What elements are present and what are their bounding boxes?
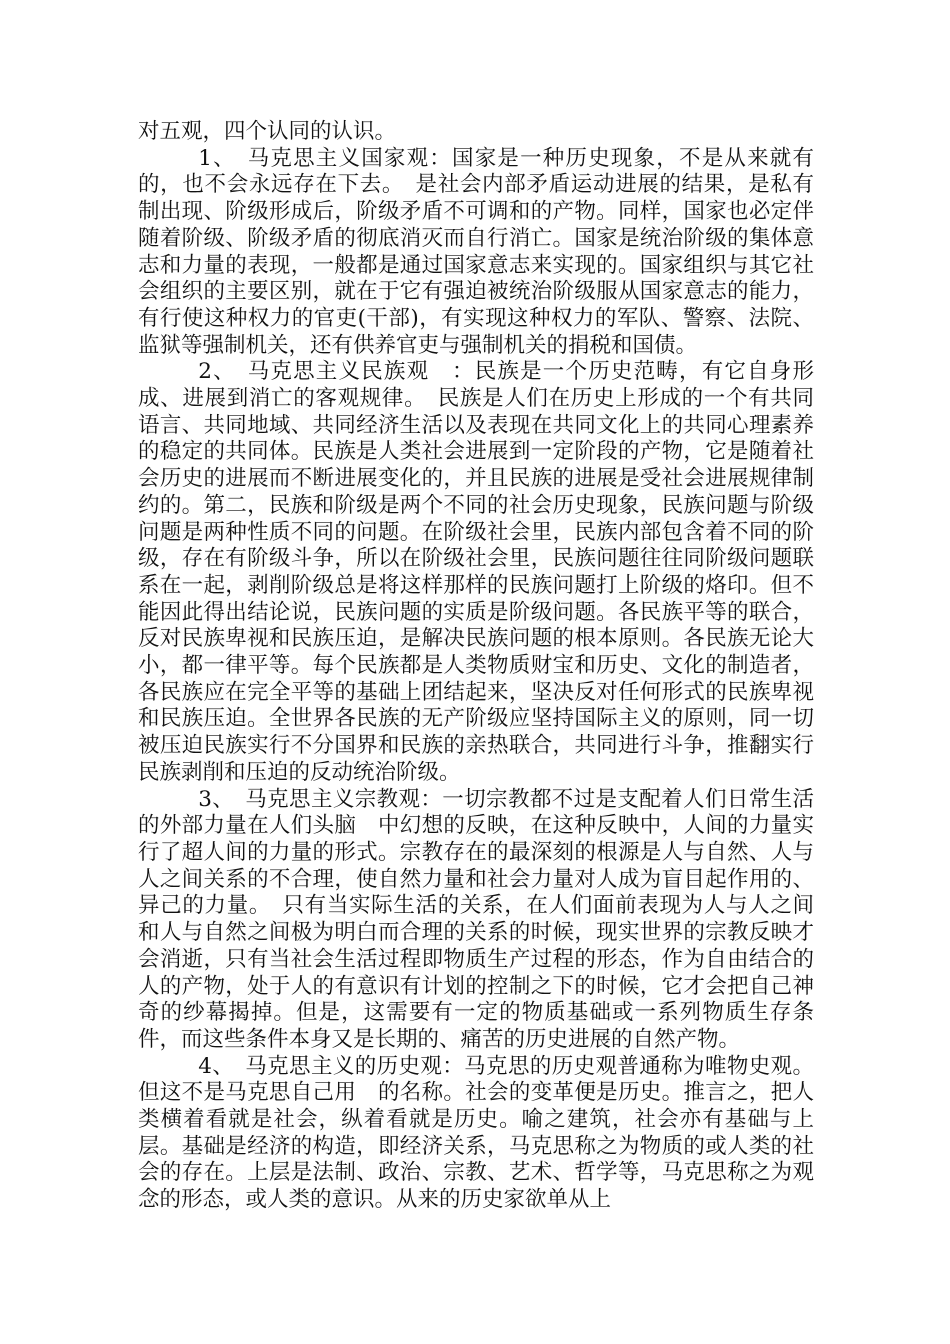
paragraph-state-view: 1、 马克思主义国家观：国家是一种历史现象，不是从来就有的，也不会永远存在下去。 是社会内部矛盾运动进展的结果，是私有制出现、阶级形成后，阶级矛盾不可调和的产物。同样，国家也必定伴随着阶级、阶级矛盾的彻底消灭而自行消亡。国家是统治阶级的集体意志和力量的表现，一般都是通过国家意志来实现的。国家组织与其它社会组织的主要区别，就在于它有强迫被统治阶级服从国家意志的能力，有行使这种权力的官吏(干部)，有实现这种权力的军队、警察、法院、监狱等强制机关，还有供养官吏与强制机关的捐税和国债。 — [138, 145, 814, 358]
document-body — [138, 119, 814, 1214]
paragraph-history-view: 4、 马克思主义的历史观：马克思的历史观普通称为唯物史观。但这不是马克思自己用 的名称。社会的变革便是历史。推言之，把人类横着看就是社会，纵着看就是历史。喻之建筑，社会亦有基础与上层。基础是经济的构造，即经济关系，马克思称之为物质的或人类的社会的存在。上层是法制、政治、宗教、艺术、哲学等，马克思称之为观念的形态，或人类的意识。从来的历史家欲单从上 — [138, 1053, 814, 1213]
intro-line: 对五观，四个认同的认识。 — [138, 119, 397, 144]
paragraph-religion-view: 3、 马克思主义宗教观：一切宗教都不过是支配着人们日常生活的外部力量在人们头脑 中幻想的反映，在这种反映中，人间的力量实行了超人间的力量的形式。宗教存在的最深刻的根源是人与自然、人与人之间关系的不合理，使自然力量和社会力量对人成为盲目起作用的、异己的力量。 只有当实际生活的关系，在人们面前表现为人与人之间和人与自然之间极为明白而合理的关系的时候，现实世界的宗教反映才会消逝，只有当社会生活过程即物质生产过程的形态，作为自由结合的人的产物，处于人的有意识有计划的控制之下的时候，它才会把自己神奇的纱幕揭掉。但是，这需要有一定的物质基础或一系列物质生存条件，而这些条件本身又是长期的、痛苦的历史进展的自然产物。 — [138, 786, 814, 1052]
paragraph-nation-view: 2、 马克思主义民族观 ：民族是一个历史范畴，有它自身形成、进展到消亡的客观规律。 民族是人们在历史上形成的一个有共同语言、共同地域、共同经济生活以及表现在共同文化上的共同心理素养的稳定的共同体。民族是人类社会进展到一定阶段的产物，它是随着社会历史的进展而不断进展变化的，并且民族的进展是受社会进展规律制约的。第二，民族和阶级是两个不同的社会历史现象，民族问题与阶级问题是两种性质不同的问题。在阶级社会里，民族内部包含着不同的阶级，存在有阶级斗争，所以在阶级社会里，民族问题往往同阶级问题联系在一起，剥削阶级总是将这样那样的民族问题打上阶级的烙印。但不能因此得出结论说，民族问题的实质是阶级问题。各民族平等的联合，反对民族卑视和民族压迫，是解决民族问题的根本原则。各民族无论大小，都一律平等。每个民族都是人类物质财宝和历史、文化的制造者，各民族应在完全平等的基础上团结起来，坚决反对任何形式的民族卑视和民族压迫。全世界各民族的无产阶级应坚持国际主义的原则，同一切被压迫民族实行不分国界和民族的亲热联合，共同进行斗争，推翻实行民族剥削和压迫的反动统治阶级。 — [138, 359, 814, 785]
